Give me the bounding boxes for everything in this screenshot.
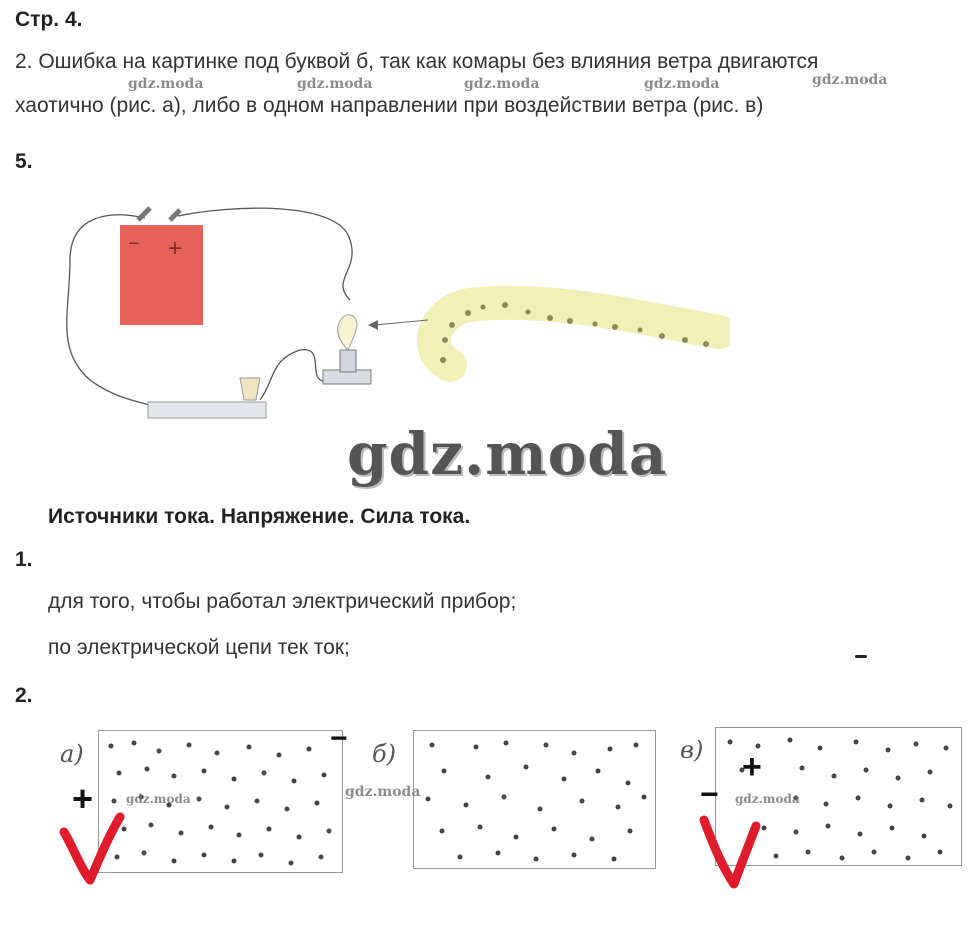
- task2-text-line2: хаотично (рис. а), либо в одном направлении при воздействии ветра (рис. в): [15, 94, 764, 117]
- battery-minus: −: [128, 233, 140, 255]
- panel-c-minus: −: [700, 776, 719, 812]
- watermark: gdz.moda: [128, 76, 204, 92]
- watermark: gdz.moda: [644, 76, 720, 92]
- panel-b-letter: б): [372, 740, 397, 768]
- stream-arrow-line: [375, 320, 428, 325]
- switch-plate: [148, 402, 266, 418]
- task5-number: 5.: [15, 150, 33, 173]
- circuit-illustration: [50, 200, 730, 430]
- watermark: gdz.moda: [345, 784, 421, 800]
- panel-c-plus: +: [742, 748, 762, 786]
- watermark: gdz.moda: [126, 792, 191, 806]
- panel-a-minus: −: [330, 722, 348, 755]
- battery-plus: +: [168, 235, 183, 262]
- watermark-large: gdz.moda: [347, 420, 668, 488]
- panel-a-plus: +: [72, 778, 94, 819]
- ion-stream-glow: [434, 303, 720, 365]
- panel-c-letter: в): [680, 736, 704, 764]
- bulb-socket: [340, 350, 356, 372]
- battery-terminal: [170, 210, 180, 220]
- switch-knob: [240, 378, 260, 400]
- page-heading: Стр. 4.: [15, 8, 83, 31]
- stream-arrow-head: [368, 320, 378, 330]
- watermark: gdz.moda: [812, 72, 888, 88]
- watermark: gdz.moda: [735, 792, 800, 806]
- check-mark-c: [696, 812, 766, 892]
- q1-number: 1.: [15, 548, 33, 571]
- panel-a-letter: а): [60, 740, 84, 768]
- q1-answer-a: для того, чтобы работал электрический прибор;: [48, 590, 517, 613]
- task2-text-line1: 2. Ошибка на картинке под буквой б, так как комары без влияния ветра двигаются: [15, 50, 819, 73]
- watermark: gdz.moda: [464, 76, 540, 92]
- q2-number: 2.: [15, 684, 33, 707]
- wire-right: [178, 208, 352, 300]
- q1-answer-b: по электрической цепи тек ток;: [48, 636, 350, 659]
- panel-b-field: [413, 730, 656, 869]
- stray-mark: [855, 655, 867, 658]
- section-title: Источники тока. Напряжение. Сила тока.: [48, 505, 471, 528]
- bulb-glass: [338, 315, 357, 350]
- watermark: gdz.moda: [297, 76, 373, 92]
- check-mark-a: [58, 812, 128, 887]
